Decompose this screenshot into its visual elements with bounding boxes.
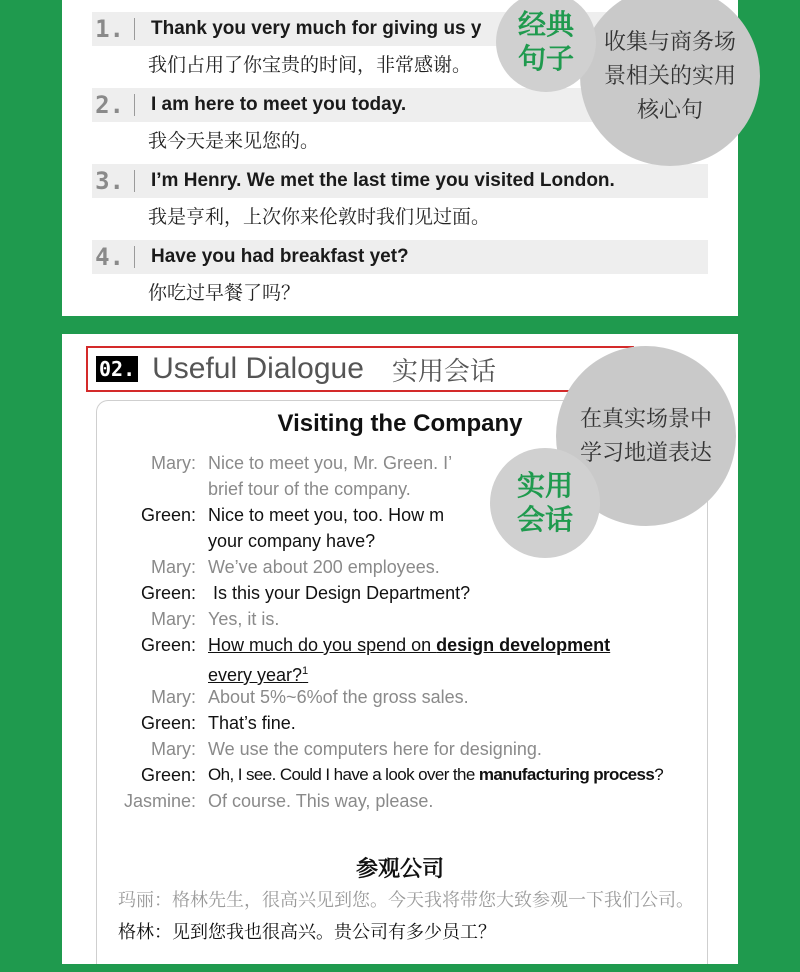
speaker: Green: xyxy=(140,765,196,785)
sentence-english: Thank you very much for giving us y xyxy=(151,18,482,39)
sentence-number: 3. xyxy=(95,167,124,195)
speaker: Green: xyxy=(140,583,196,603)
dialogue-line-chinese: 格林：见到您我也很高兴。贵公司有多少员工？ xyxy=(118,922,496,943)
section-title-chinese: 实用会话 xyxy=(391,356,496,387)
feature-bubble-dialogue: 在真实场景中 学习地道表达 xyxy=(556,346,736,526)
sentence-item xyxy=(92,164,708,229)
sentence-number: 1. xyxy=(95,15,124,43)
key-phrase: design development xyxy=(436,635,611,655)
speaker: Mary: xyxy=(151,453,196,473)
dialogue-title: Visiting the Company xyxy=(277,410,523,437)
sentence-chinese: 你吃过早餐了吗？ xyxy=(148,282,301,304)
sentence-number: 4. xyxy=(95,243,124,271)
section-title: Useful Dialogue xyxy=(152,352,364,385)
badge-useful-dialogue: 实用 会话 xyxy=(490,448,600,558)
feature-bubble-sentences: 收集与商务场 景相关的实用 核心句 xyxy=(580,0,760,166)
sentence-chinese: 我今天是来见您的。 xyxy=(148,130,320,152)
sentence-english: I am here to meet you today. xyxy=(151,94,407,115)
sentence-chinese: 我是亨利，上次你来伦敦时我们见过面。 xyxy=(148,206,491,228)
sentence-chinese: 我们占用了你宝贵的时间，非常感谢。 xyxy=(148,54,472,76)
speaker: Green: xyxy=(140,713,196,733)
badge-classic-sentences: 经典 句子 xyxy=(496,0,596,92)
sentence-number: 2. xyxy=(95,91,124,119)
speaker: Mary: xyxy=(151,609,196,629)
dialogue-line-chinese: 玛丽：格林先生，很高兴见到您。今天我将带您大致参观一下我们公司。 xyxy=(118,890,694,911)
sentence-item xyxy=(92,240,708,305)
key-phrase: manufacturing process xyxy=(478,765,655,784)
speaker: Mary: xyxy=(151,687,196,707)
footnote-marker: 1 xyxy=(302,665,309,677)
useful-dialogue-card: 02. Useful Dialogue 实用会话 Visiting the Company Mary: Nice to meet you, Mr. Green. I’ brief tour of the company. Green: Nice to meet you, too. How m your company have? Mary: We’ve about 200 employees. Green: Is this your Design Department? Mary: Yes, it is. Green: How much do you spend on design development every year?$^1$ Mary: About 5%~6%of the gross sales. Green: That’s fine. Mary: We use the computers here for designing. Green: Oh, I see. Could I have a look over the manufacturing process? Jasmine: Of course. This way, please. 参观公司 玛丽：格林先生，很高兴见到您。今天我将带您大致参观一下我们公司。 格林：见到您我也很高兴。贵公司有多少员工？ xyxy=(62,334,738,964)
sentence-english: Have you had breakfast yet? xyxy=(151,246,409,267)
speaker: Green: xyxy=(140,505,196,525)
section-header xyxy=(86,346,634,392)
dialogue-title-chinese: 参观公司 xyxy=(355,857,444,882)
speaker: Jasmine: xyxy=(123,791,196,811)
sentence-english: I’m Henry. We met the last time you visited London. xyxy=(151,170,615,191)
section-number: 02. xyxy=(96,356,138,382)
speaker: Green: xyxy=(140,635,196,655)
speaker: Mary: xyxy=(151,739,196,759)
speaker: Mary: xyxy=(151,557,196,577)
